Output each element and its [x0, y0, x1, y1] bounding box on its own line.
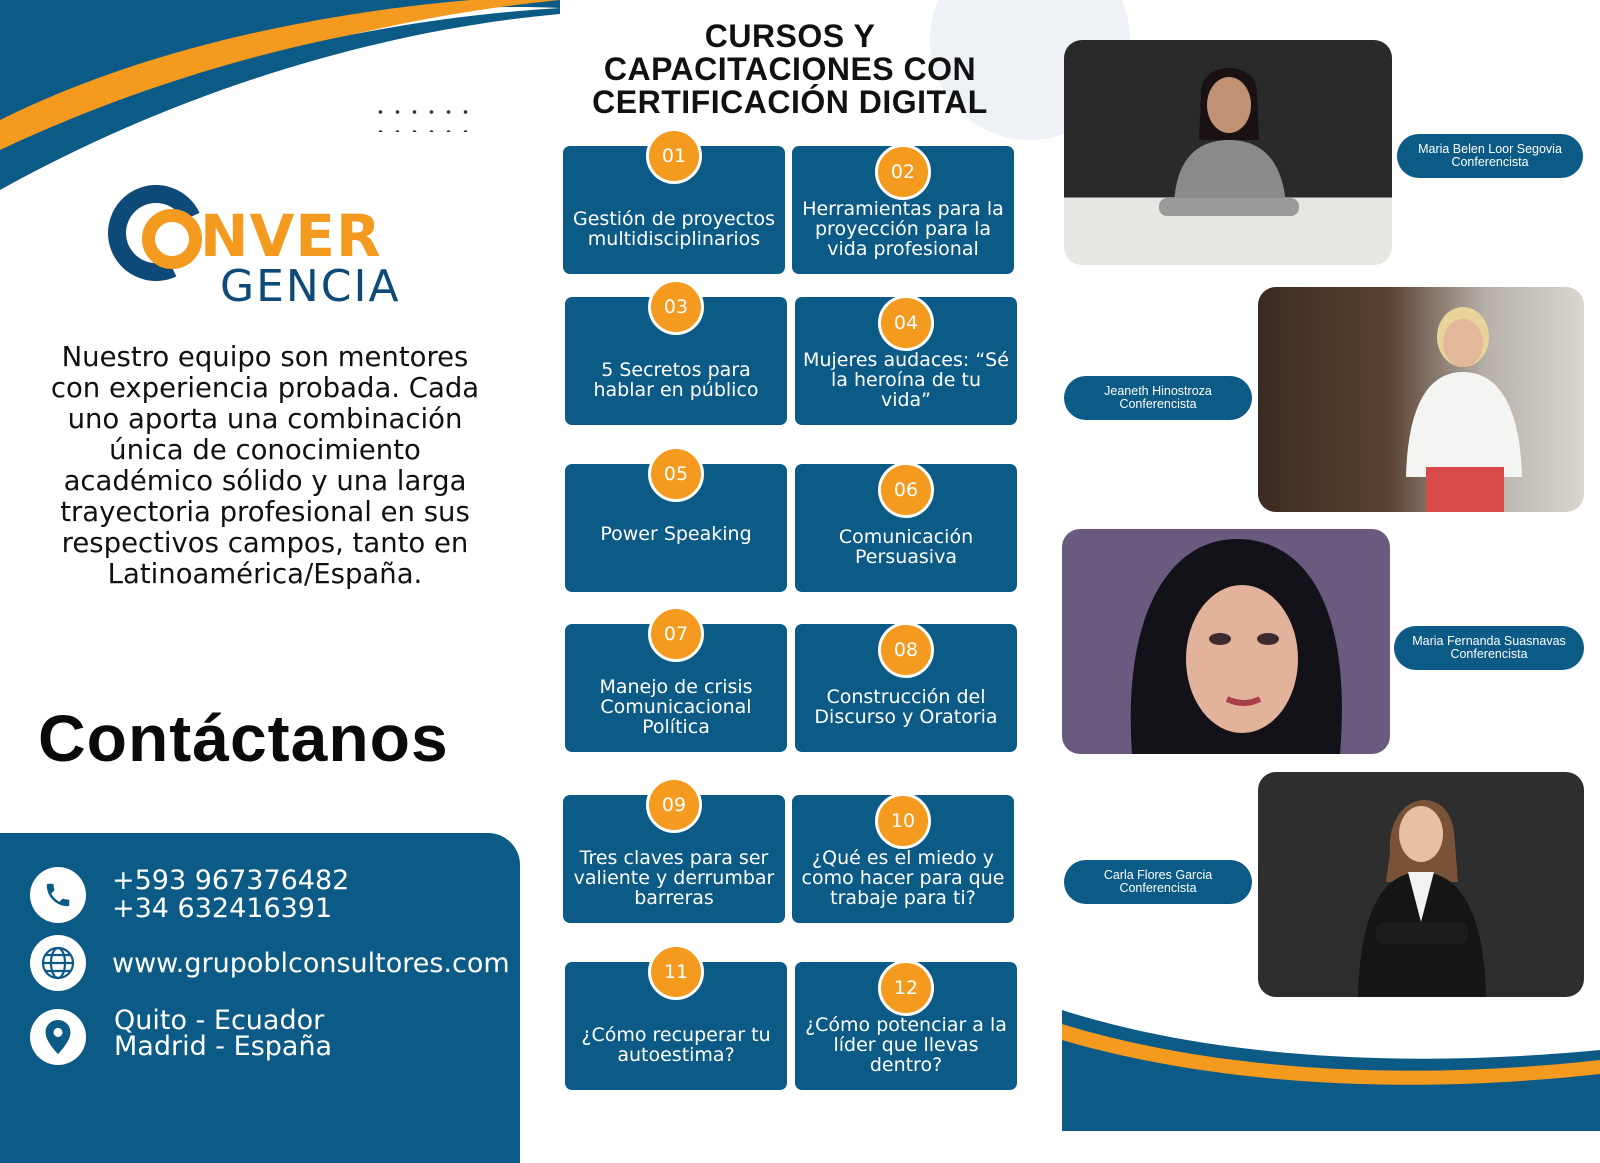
course-number-badge: 03 — [648, 279, 704, 335]
course-number-badge: 05 — [648, 446, 704, 502]
course-card-11[interactable] — [565, 962, 787, 1090]
contact-heading: Contáctanos — [38, 701, 449, 775]
logo-text-top: NVER — [200, 202, 382, 270]
speaker-photo-2 — [1258, 287, 1584, 512]
speaker-label-4 — [1064, 860, 1252, 904]
course-card-02[interactable] — [792, 146, 1014, 274]
title-line-3: CERTIFICACIÓN DIGITAL — [592, 84, 988, 120]
page-title — [540, 20, 1040, 119]
course-title: Herramientas para la proyección para la vida profesional — [802, 198, 1004, 260]
team-description: Nuestro equipo son mentores con experiencia probada. Cada uno aporta una combinación única de conocimiento académico sólido y una larga trayectoria profesional en sus respectivos campos, tanto en Latinoamérica/España. — [50, 341, 480, 590]
speaker-photo-3 — [1062, 529, 1390, 754]
course-number-badge: 08 — [878, 622, 934, 678]
location-pin-icon — [30, 1009, 86, 1065]
course-card-12[interactable] — [795, 962, 1017, 1090]
course-number-badge: 12 — [878, 960, 934, 1016]
course-title: Comunicación Persuasiva — [838, 526, 974, 568]
course-number-badge: 10 — [875, 793, 931, 849]
phone-number-spain[interactable]: +34 632416391 — [112, 893, 333, 924]
speaker-name: Maria Belen Loor Segovia — [1418, 142, 1562, 156]
logo-o-shape — [142, 209, 202, 269]
phone-icon — [30, 867, 86, 923]
course-title: ¿Cómo recuperar tu autoestima? — [581, 1024, 771, 1066]
decorative-dots — [372, 102, 472, 132]
course-title: Mujeres audaces: “Sé la heroína de tu vida” — [803, 349, 1009, 411]
convergencia-logo — [100, 175, 440, 325]
course-card-09[interactable] — [563, 795, 785, 923]
speaker-role: Conferencista — [1119, 881, 1197, 895]
speaker-name: Jeaneth Hinostroza — [1104, 384, 1212, 398]
globe-icon — [30, 935, 86, 991]
course-number-badge: 09 — [646, 777, 702, 833]
course-number-badge: 01 — [646, 128, 702, 184]
course-number-badge: 11 — [648, 944, 704, 1000]
course-title: Manejo de crisis Comunicacional Política — [599, 676, 753, 738]
course-number-badge: 07 — [648, 606, 704, 662]
decorative-swoosh-bottom-right — [1062, 1010, 1600, 1131]
course-title: Gestión de proyectos multidisciplinarios — [573, 208, 775, 250]
website-link[interactable]: www.grupoblconsultores.com — [112, 948, 510, 979]
location-madrid: Madrid - España — [114, 1031, 333, 1062]
course-card-03[interactable] — [565, 297, 787, 425]
speaker-photo-4 — [1258, 772, 1584, 997]
course-title: ¿Cómo potenciar a la líder que llevas dentro? — [805, 1014, 1007, 1076]
title-line-1: CURSOS Y — [704, 18, 876, 54]
speaker-label-3 — [1394, 626, 1584, 670]
speaker-role: Conferencista — [1450, 647, 1528, 661]
logo-text-bottom: GENCIA — [220, 261, 401, 312]
speaker-photo-1 — [1064, 40, 1392, 265]
course-card-10[interactable] — [792, 795, 1014, 923]
course-card-08[interactable] — [795, 624, 1017, 752]
course-card-07[interactable] — [565, 624, 787, 752]
course-number-badge: 02 — [875, 144, 931, 200]
title-line-2: CAPACITACIONES CON — [603, 51, 977, 87]
course-card-01[interactable] — [563, 146, 785, 274]
course-title: Power Speaking — [600, 523, 752, 545]
speaker-role: Conferencista — [1451, 155, 1529, 169]
location-quito: Quito - Ecuador — [114, 1005, 325, 1036]
speaker-label-1 — [1397, 134, 1583, 178]
contact-panel — [0, 833, 520, 1163]
course-card-05[interactable] — [565, 464, 787, 592]
speaker-role: Conferencista — [1119, 397, 1197, 411]
course-number-badge: 06 — [878, 462, 934, 518]
course-title: 5 Secretos para hablar en público — [593, 359, 759, 401]
course-title: Tres claves para ser valiente y derrumbar barreras — [573, 847, 775, 909]
decorative-swoosh-top-left — [0, 0, 560, 200]
course-title: Construcción del Discurso y Oratoria — [814, 686, 998, 728]
course-title: ¿Qué es el miedo y como hacer para que trabaje para ti? — [801, 847, 1005, 909]
course-number-badge: 04 — [878, 295, 934, 351]
speaker-name: Carla Flores Garcia — [1103, 868, 1213, 882]
course-card-06[interactable] — [795, 464, 1017, 592]
speaker-name: Maria Fernanda Suasnavas — [1412, 634, 1566, 648]
course-card-04[interactable] — [795, 297, 1017, 425]
speaker-label-2 — [1064, 376, 1252, 420]
phone-number-ecuador[interactable]: +593 967376482 — [112, 865, 350, 896]
